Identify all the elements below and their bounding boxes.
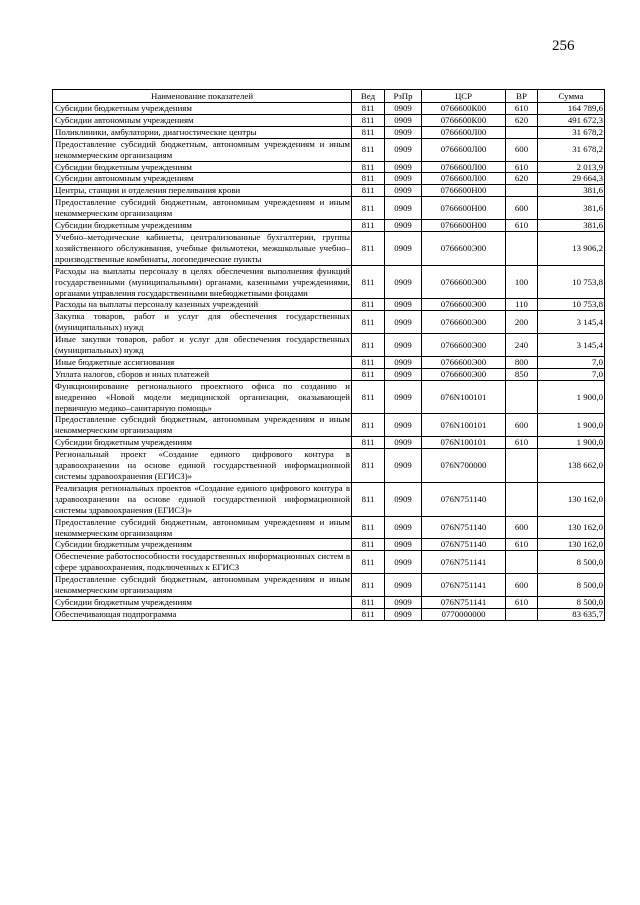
- row-rzpr: 0909: [385, 220, 422, 232]
- row-sum: 31 678,2: [538, 138, 605, 161]
- row-name: Субсидии автономным учреждениям: [53, 173, 352, 185]
- table-row: [53, 197, 605, 220]
- row-name: Расходы на выплаты персоналу казенных учреждений: [53, 299, 352, 311]
- row-rzpr: 0909: [385, 368, 422, 380]
- row-sum: 138 662,0: [538, 449, 605, 483]
- row-vr: [506, 551, 538, 574]
- row-rzpr: 0909: [385, 437, 422, 449]
- row-sum: 1 900,0: [538, 437, 605, 449]
- row-csr: 076N100101: [422, 414, 506, 437]
- row-sum: 13 906,2: [538, 231, 605, 265]
- budget-table: [52, 89, 605, 621]
- row-name: Субсидии бюджетным учреждениям: [53, 220, 352, 232]
- table-row: [53, 138, 605, 161]
- row-sum: 130 162,0: [538, 539, 605, 551]
- row-name: Обеспечивающая подпрограмма: [53, 608, 352, 620]
- table-row: [53, 311, 605, 334]
- row-csr: 0766600Э00: [422, 368, 506, 380]
- row-csr: 0766600Л00: [422, 161, 506, 173]
- row-rzpr: 0909: [385, 114, 422, 126]
- table-row: [53, 185, 605, 197]
- row-sum: 381,6: [538, 185, 605, 197]
- row-rzpr: 0909: [385, 161, 422, 173]
- row-ved: 811: [352, 103, 385, 115]
- row-rzpr: 0909: [385, 197, 422, 220]
- table-body: [53, 103, 605, 621]
- table-row: [53, 574, 605, 597]
- row-vr: [506, 231, 538, 265]
- row-vr: 100: [506, 265, 538, 299]
- row-sum: 491 672,3: [538, 114, 605, 126]
- row-rzpr: 0909: [385, 173, 422, 185]
- row-ved: 811: [352, 596, 385, 608]
- header-sum: Сумма: [538, 90, 605, 103]
- row-rzpr: 0909: [385, 356, 422, 368]
- row-rzpr: 0909: [385, 265, 422, 299]
- row-sum: 29 664,3: [538, 173, 605, 185]
- row-ved: 811: [352, 380, 385, 414]
- row-vr: 600: [506, 414, 538, 437]
- table-row: [53, 220, 605, 232]
- row-ved: 811: [352, 197, 385, 220]
- row-rzpr: 0909: [385, 126, 422, 138]
- row-rzpr: 0909: [385, 608, 422, 620]
- table-row: [53, 551, 605, 574]
- row-vr: 610: [506, 161, 538, 173]
- row-sum: 7,0: [538, 356, 605, 368]
- row-sum: 1 900,0: [538, 380, 605, 414]
- table-row: [53, 608, 605, 620]
- row-sum: 1 900,0: [538, 414, 605, 437]
- row-rzpr: 0909: [385, 574, 422, 597]
- table-row: [53, 596, 605, 608]
- page-number: 256: [552, 38, 575, 54]
- row-name: Поликлиники, амбулатории, диагностические центры: [53, 126, 352, 138]
- row-ved: 811: [352, 334, 385, 357]
- row-name: Центры, станции и отделения переливания крови: [53, 185, 352, 197]
- row-csr: 076N751140: [422, 482, 506, 516]
- row-csr: 0766600Н00: [422, 185, 506, 197]
- row-ved: 811: [352, 173, 385, 185]
- table-header-row: [53, 90, 605, 103]
- row-ved: 811: [352, 574, 385, 597]
- row-vr: 610: [506, 539, 538, 551]
- row-rzpr: 0909: [385, 482, 422, 516]
- row-sum: 130 162,0: [538, 516, 605, 539]
- row-vr: 620: [506, 173, 538, 185]
- row-vr: 610: [506, 596, 538, 608]
- row-name: Закупка товаров, работ и услуг для обеспечения государственных (муниципальных) нужд: [53, 311, 352, 334]
- row-rzpr: 0909: [385, 311, 422, 334]
- row-csr: 0766600Э00: [422, 265, 506, 299]
- row-ved: 811: [352, 114, 385, 126]
- row-sum: 164 789,6: [538, 103, 605, 115]
- row-csr: 076N100101: [422, 380, 506, 414]
- table-row: [53, 161, 605, 173]
- row-name: Реализация региональных проектов «Создание единого цифрового контура в здравоохранении на основе единой государственной информационной системы здравоохранения (ЕГИСЗ)»: [53, 482, 352, 516]
- row-sum: 130 162,0: [538, 482, 605, 516]
- row-vr: 240: [506, 334, 538, 357]
- table-row: [53, 368, 605, 380]
- row-csr: 076N700000: [422, 449, 506, 483]
- row-ved: 811: [352, 311, 385, 334]
- row-csr: 0770000000: [422, 608, 506, 620]
- table-row: [53, 380, 605, 414]
- table-row: [53, 449, 605, 483]
- row-csr: 0766600К00: [422, 103, 506, 115]
- row-rzpr: 0909: [385, 551, 422, 574]
- row-vr: 110: [506, 299, 538, 311]
- row-csr: 0766600Э00: [422, 334, 506, 357]
- row-name: Уплата налогов, сборов и иных платежей: [53, 368, 352, 380]
- row-ved: 811: [352, 161, 385, 173]
- table-row: [53, 437, 605, 449]
- row-rzpr: 0909: [385, 185, 422, 197]
- row-vr: 600: [506, 138, 538, 161]
- row-rzpr: 0909: [385, 103, 422, 115]
- header-csr: ЦСР: [422, 90, 506, 103]
- row-vr: [506, 608, 538, 620]
- row-sum: 7,0: [538, 368, 605, 380]
- row-ved: 811: [352, 368, 385, 380]
- row-name: Субсидии бюджетным учреждениям: [53, 161, 352, 173]
- row-vr: [506, 185, 538, 197]
- row-ved: 811: [352, 449, 385, 483]
- row-rzpr: 0909: [385, 596, 422, 608]
- table-row: [53, 414, 605, 437]
- row-csr: 0766600Н00: [422, 197, 506, 220]
- row-sum: 381,6: [538, 220, 605, 232]
- row-sum: 83 635,7: [538, 608, 605, 620]
- row-name: Субсидии бюджетным учреждениям: [53, 103, 352, 115]
- row-ved: 811: [352, 356, 385, 368]
- row-csr: 0766600Л00: [422, 173, 506, 185]
- table-row: [53, 482, 605, 516]
- table-row: [53, 114, 605, 126]
- row-rzpr: 0909: [385, 449, 422, 483]
- row-rzpr: 0909: [385, 334, 422, 357]
- row-rzpr: 0909: [385, 516, 422, 539]
- row-ved: 811: [352, 231, 385, 265]
- row-csr: 0766600Л00: [422, 126, 506, 138]
- row-csr: 0766600Л00: [422, 138, 506, 161]
- header-vr: ВР: [506, 90, 538, 103]
- table-row: [53, 126, 605, 138]
- table-row: [53, 231, 605, 265]
- row-sum: 3 145,4: [538, 334, 605, 357]
- row-vr: 610: [506, 103, 538, 115]
- row-csr: 076N751140: [422, 539, 506, 551]
- row-name: Предоставление субсидий бюджетным, автономным учреждениям и иным некоммерческим организациям: [53, 414, 352, 437]
- row-ved: 811: [352, 437, 385, 449]
- header-rzpr: РзПр: [385, 90, 422, 103]
- row-name: Расходы на выплаты персоналу в целях обеспечения выполнения функций государственными (муниципальными) органами, казенными учреждениями, органами управления государственными внебюджетными фондами: [53, 265, 352, 299]
- row-ved: 811: [352, 138, 385, 161]
- row-ved: 811: [352, 414, 385, 437]
- row-ved: 811: [352, 482, 385, 516]
- row-rzpr: 0909: [385, 299, 422, 311]
- row-csr: 0766600Э00: [422, 356, 506, 368]
- row-csr: 0766600Н00: [422, 220, 506, 232]
- row-ved: 811: [352, 126, 385, 138]
- row-sum: 10 753,8: [538, 265, 605, 299]
- row-sum: 3 145,4: [538, 311, 605, 334]
- row-ved: 811: [352, 185, 385, 197]
- row-vr: 620: [506, 114, 538, 126]
- table-row: [53, 103, 605, 115]
- row-name: Субсидии бюджетным учреждениям: [53, 596, 352, 608]
- row-ved: 811: [352, 516, 385, 539]
- row-rzpr: 0909: [385, 138, 422, 161]
- row-name: Учебно–методические кабинеты, централизованные бухгалтерии, группы хозяйственного обслуживания, учебные фильмотеки, межшкольные учебно–производственные комбинаты, логопедические пункты: [53, 231, 352, 265]
- table-row: [53, 265, 605, 299]
- row-name: Предоставление субсидий бюджетным, автономным учреждениям и иным некоммерческим организациям: [53, 574, 352, 597]
- row-sum: 8 500,0: [538, 574, 605, 597]
- row-ved: 811: [352, 299, 385, 311]
- row-name: Предоставление субсидий бюджетным, автономным учреждениям и иным некоммерческим организациям: [53, 516, 352, 539]
- row-vr: 850: [506, 368, 538, 380]
- row-ved: 811: [352, 539, 385, 551]
- row-vr: 610: [506, 437, 538, 449]
- row-ved: 811: [352, 220, 385, 232]
- row-rzpr: 0909: [385, 414, 422, 437]
- row-name: Субсидии бюджетным учреждениям: [53, 437, 352, 449]
- row-csr: 0766600Э00: [422, 311, 506, 334]
- row-name: Региональный проект «Создание единого цифрового контура в здравоохранении на основе единой государственной информационной системы здравоохранения (ЕГИСЗ)»: [53, 449, 352, 483]
- table-row: [53, 334, 605, 357]
- table-row: [53, 516, 605, 539]
- row-name: Субсидии бюджетным учреждениям: [53, 539, 352, 551]
- row-csr: 0766600К00: [422, 114, 506, 126]
- row-csr: 076N751140: [422, 516, 506, 539]
- header-ved: Вед: [352, 90, 385, 103]
- header-name: Наименование показателей: [53, 90, 352, 103]
- row-csr: 076N751141: [422, 596, 506, 608]
- row-sum: 381,6: [538, 197, 605, 220]
- row-ved: 811: [352, 265, 385, 299]
- row-sum: 31 678,2: [538, 126, 605, 138]
- row-name: Субсидии автономным учреждениям: [53, 114, 352, 126]
- row-vr: 200: [506, 311, 538, 334]
- row-vr: [506, 380, 538, 414]
- row-ved: 811: [352, 608, 385, 620]
- row-sum: 10 753,8: [538, 299, 605, 311]
- row-name: Функционирование регионального проектного офиса по созданию и внедрению «Новой модели медицинской организации, оказывающей первичную медико–санитарную помощь»: [53, 380, 352, 414]
- row-csr: 0766600Э00: [422, 231, 506, 265]
- row-sum: 8 500,0: [538, 551, 605, 574]
- row-ved: 811: [352, 551, 385, 574]
- row-name: Иные закупки товаров, работ и услуг для обеспечения государственных (муниципальных) нужд: [53, 334, 352, 357]
- row-vr: [506, 449, 538, 483]
- row-vr: [506, 126, 538, 138]
- row-vr: 600: [506, 516, 538, 539]
- row-name: Обеспечение работоспособности государственных информационных систем в сфере здравоохранения, подключенных к ЕГИСЗ: [53, 551, 352, 574]
- row-csr: 0766600Э00: [422, 299, 506, 311]
- row-vr: 610: [506, 220, 538, 232]
- row-name: Предоставление субсидий бюджетным, автономным учреждениям и иным некоммерческим организациям: [53, 138, 352, 161]
- row-csr: 076N100101: [422, 437, 506, 449]
- table-row: [53, 356, 605, 368]
- row-vr: 600: [506, 197, 538, 220]
- row-csr: 076N751141: [422, 551, 506, 574]
- row-name: Предоставление субсидий бюджетным, автономным учреждениям и иным некоммерческим организациям: [53, 197, 352, 220]
- table-row: [53, 539, 605, 551]
- row-sum: 8 500,0: [538, 596, 605, 608]
- table-row: [53, 173, 605, 185]
- row-rzpr: 0909: [385, 380, 422, 414]
- row-csr: 076N751141: [422, 574, 506, 597]
- row-sum: 2 013,9: [538, 161, 605, 173]
- row-rzpr: 0909: [385, 231, 422, 265]
- row-name: Иные бюджетные ассигнования: [53, 356, 352, 368]
- row-vr: [506, 482, 538, 516]
- row-vr: 800: [506, 356, 538, 368]
- table-row: [53, 299, 605, 311]
- row-vr: 600: [506, 574, 538, 597]
- row-rzpr: 0909: [385, 539, 422, 551]
